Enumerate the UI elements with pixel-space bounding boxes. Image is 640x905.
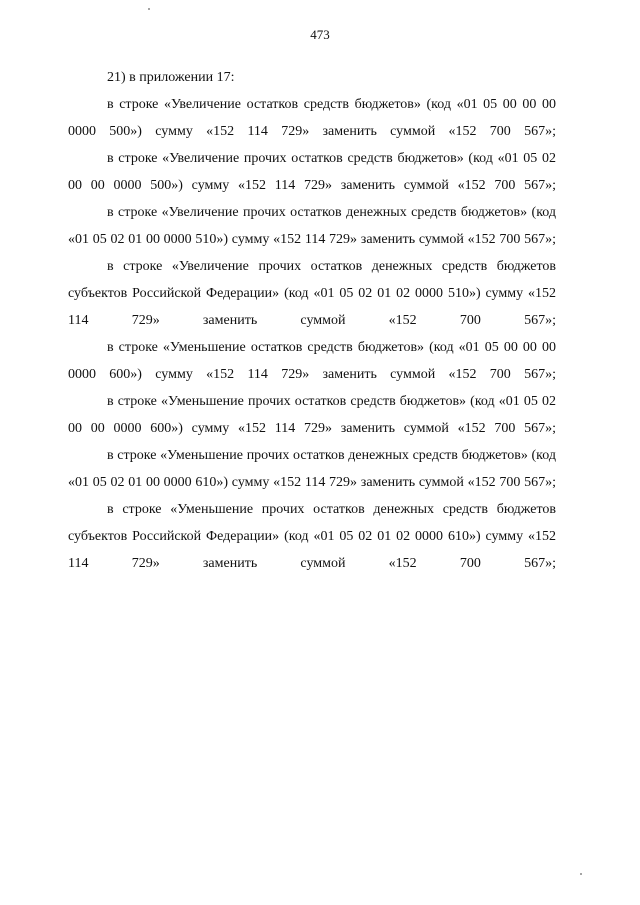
section-heading: 21) в приложении 17:: [107, 70, 235, 85]
amendment-paragraph-7: в строке «Уменьшение прочих остатков денежных средств бюджетов» (код «01 05 02 01 00 0000 610») сумму «152 114 729» заменить суммой «152 700 567»;: [68, 448, 556, 490]
document-body: [68, 64, 556, 577]
amendment-paragraph-2: в строке «Увеличение прочих остатков средств бюджетов» (код «01 05 02 00 00 0000 500») сумму «152 114 729» заменить суммой «152 700 567»;: [68, 151, 556, 193]
scan-speck: [148, 8, 150, 10]
amendment-paragraph-3: в строке «Увеличение прочих остатков денежных средств бюджетов» (код «01 05 02 01 00 0000 510») сумму «152 114 729» заменить суммой «152 700 567»;: [68, 205, 556, 247]
scan-speck: [580, 873, 582, 875]
page-number: 473: [310, 27, 330, 42]
amendment-paragraph-4: в строке «Увеличение прочих остатков денежных средств бюджетов субъектов Российской Федерации» (код «01 05 02 01 02 0000 510») сумму «152 114 729» заменить суммой «152 700 567»;: [68, 259, 556, 328]
amendment-paragraph-6: в строке «Уменьшение прочих остатков средств бюджетов» (код «01 05 02 00 00 0000 600») сумму «152 114 729» заменить суммой «152 700 567»;: [68, 394, 556, 436]
amendment-paragraph-5: в строке «Уменьшение остатков средств бюджетов» (код «01 05 00 00 00 0000 600») сумму «152 114 729» заменить суммой «152 700 567»;: [68, 340, 556, 382]
amendment-paragraph-1: в строке «Увеличение остатков средств бюджетов» (код «01 05 00 00 00 0000 500») сумму «152 114 729» заменить суммой «152 700 567»;: [68, 97, 556, 139]
amendment-paragraph-8: в строке «Уменьшение прочих остатков денежных средств бюджетов субъектов Российской Федерации» (код «01 05 02 01 02 0000 610») сумму «152 114 729» заменить суммой «152 700 567»;: [68, 502, 556, 571]
